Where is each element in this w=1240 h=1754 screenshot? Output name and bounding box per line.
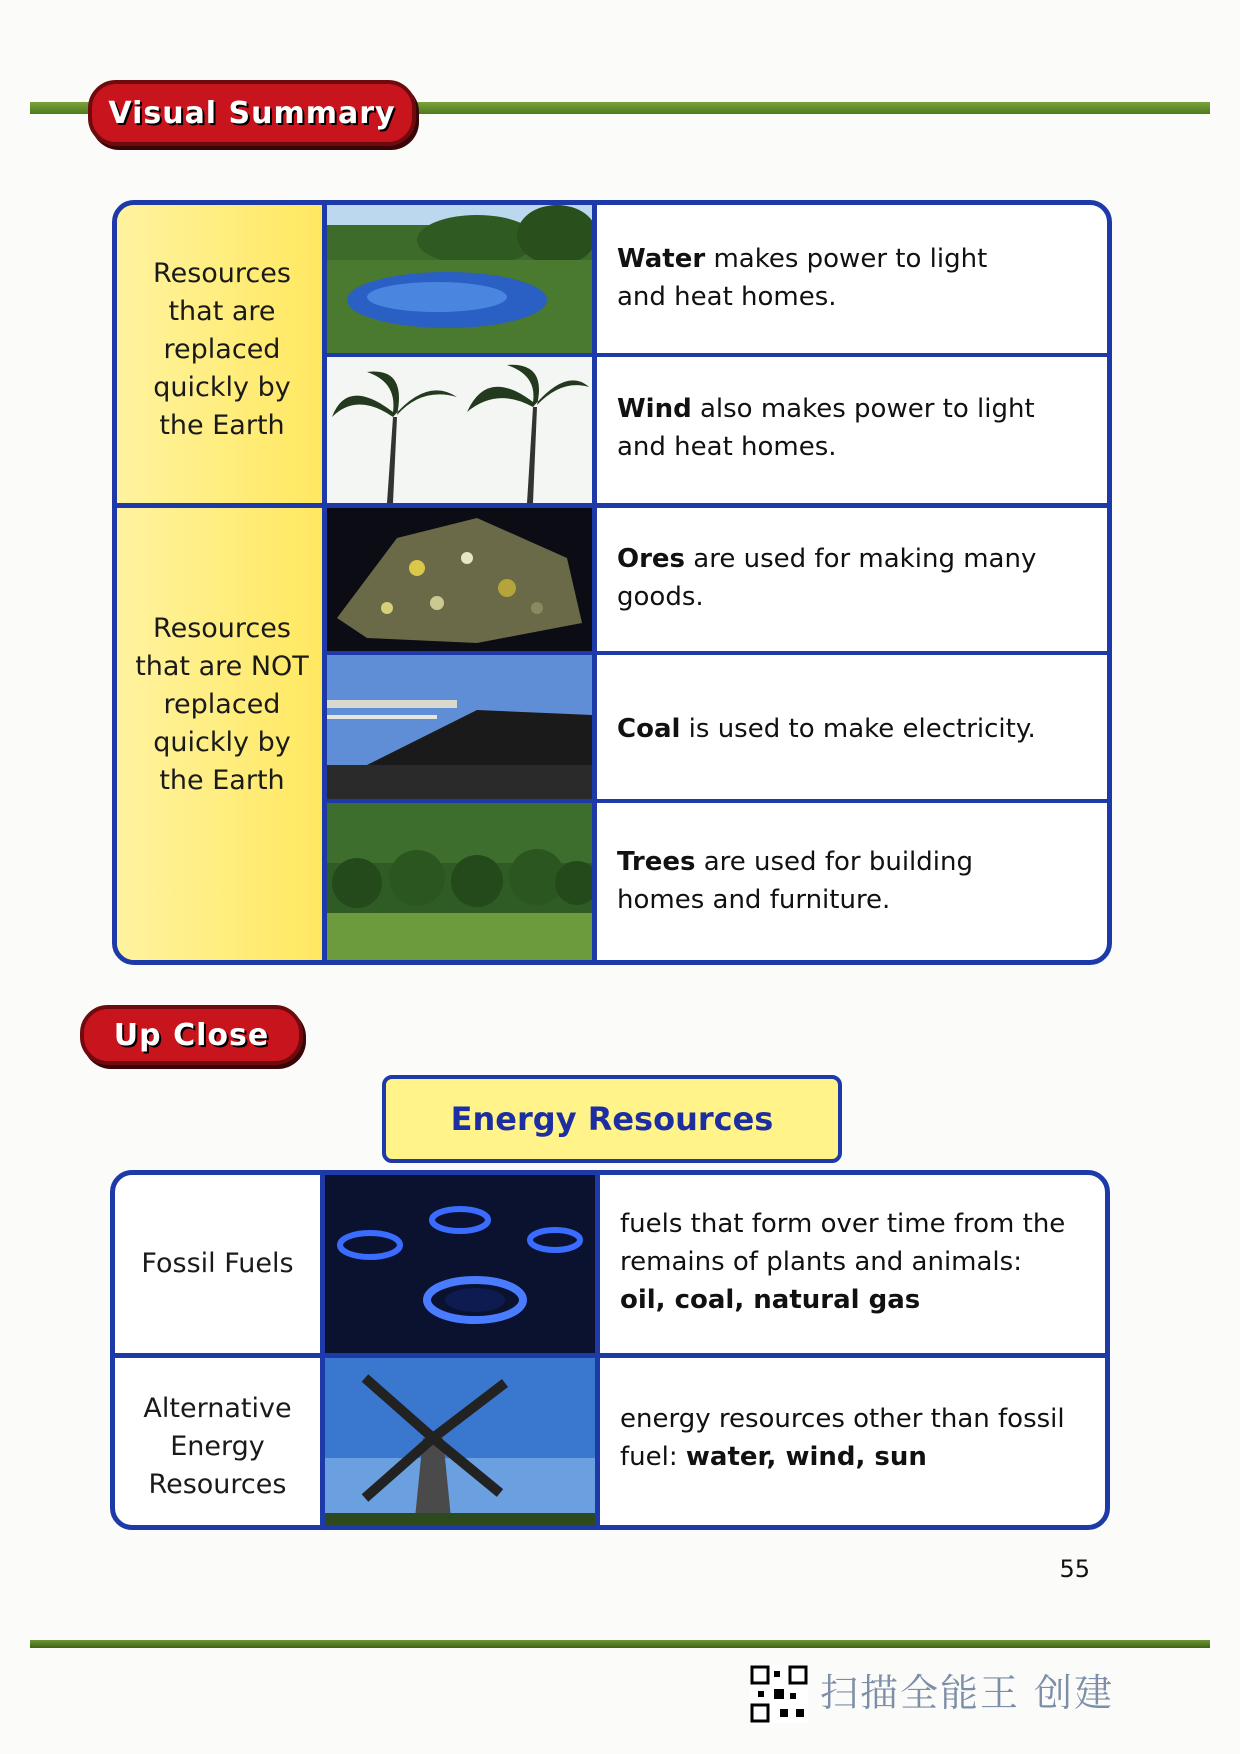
energy-resources-heading-box [382,1075,842,1163]
ore-rock-photo [327,508,592,651]
energy-resources-heading: Energy Resources [450,1100,774,1138]
group-divider [117,503,1107,508]
row-ores-text: Ores are used for making many goods. [617,544,1037,612]
column-divider [592,205,597,960]
group-label-renewable: Resources that are replaced quickly by the Earth [153,258,291,441]
visual-summary-banner [88,80,416,146]
alternative-energy-label: Alternative Energy Resources [143,1393,292,1500]
column-divider [595,1175,600,1525]
group-label-nonrenewable: Resources that are NOT replaced quickly by the Earth [135,613,309,796]
up-close-table [110,1170,1110,1530]
alternative-energy-description: energy resources other than fossil fuel: water, wind, sun [620,1404,1065,1472]
page-number: 55 [1059,1555,1090,1583]
row-wind-text: Wind also makes power to light and heat homes. [617,394,1035,462]
footer-rule [30,1640,1210,1648]
orchard-trees-photo [327,803,592,960]
row-trees-text: Trees are used for building homes and furniture. [617,847,973,915]
qr-code-icon [750,1665,808,1723]
lake-photo [327,205,592,353]
visual-summary-table [112,200,1112,965]
windmill-photo [325,1358,595,1525]
row-coal-text: Coal is used to make electricity. [617,714,1036,744]
row-divider [115,1353,1105,1358]
footer-brand: 扫描全能王 创建 [820,1671,1115,1715]
gas-burner-photo [325,1175,595,1353]
up-close-title: Up Close [113,1017,270,1053]
banner-title: Visual Summary [108,95,396,131]
coal-pile-photo [327,655,592,799]
palm-trees-wind-photo [327,357,592,503]
row-water-text: Water makes power to light and heat homes. [617,244,988,312]
fossil-fuels-label: Fossil Fuels [141,1248,294,1279]
fossil-fuels-description: fuels that form over time from the remains of plants and animals: oil, coal, natural gas [620,1209,1066,1315]
up-close-banner [80,1005,303,1065]
